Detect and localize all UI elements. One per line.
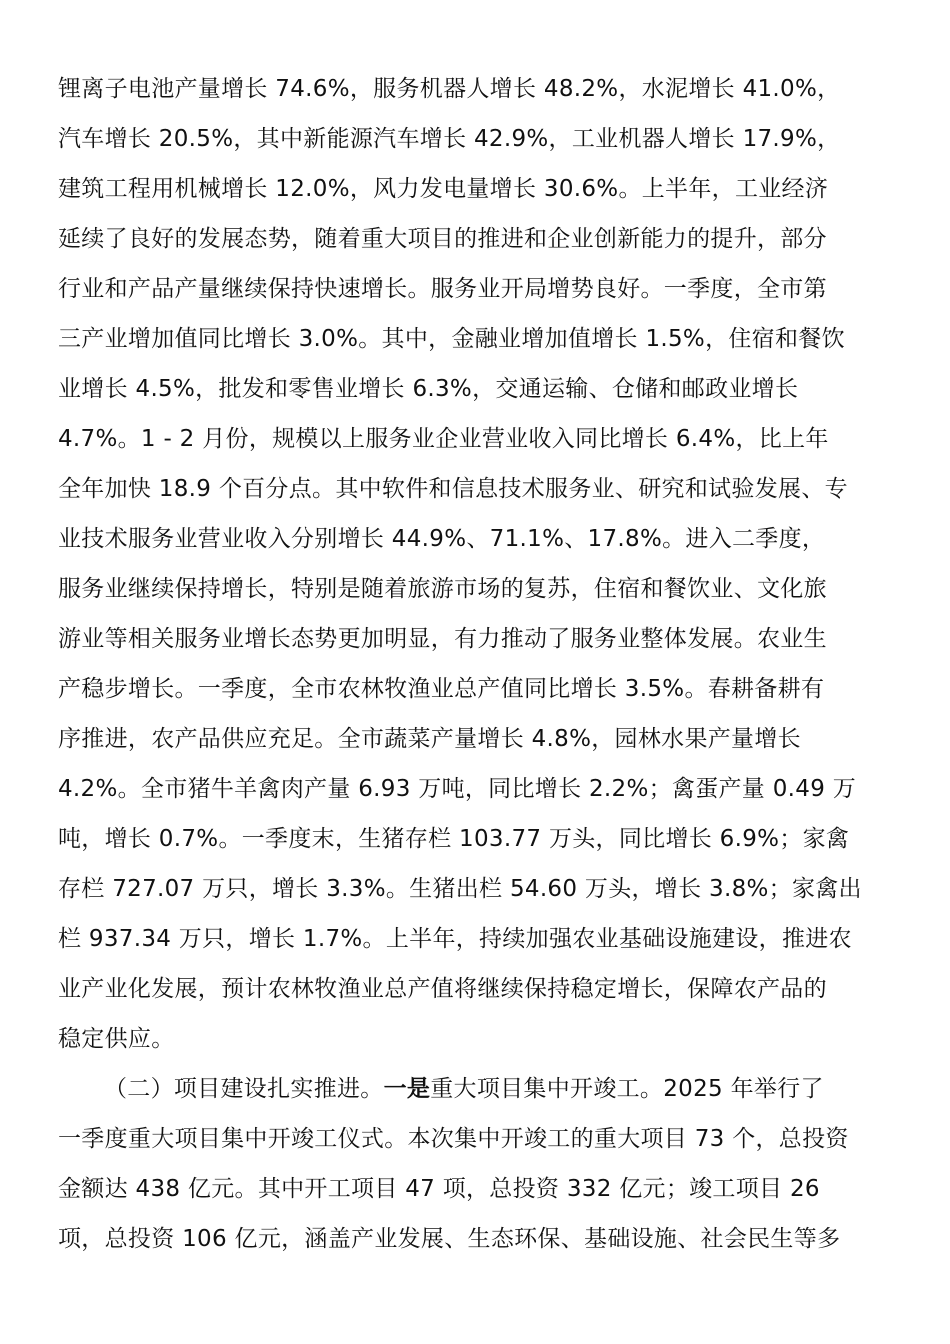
paragraph-line: 服务业继续保持增长，特别是随着旅游市场的复苏，住宿和餐饮业、文化旅 bbox=[58, 576, 827, 602]
paragraph-line: 游业等相关服务业增长态势更加明显，有力推动了服务业整体发展。农业生 bbox=[58, 626, 827, 652]
paragraph-line: 4.7%。1 - 2 月份，规模以上服务业企业营业收入同比增长 6.4%，比上年 bbox=[58, 426, 829, 452]
section-heading-line bbox=[104, 1074, 944, 1104]
paragraph-line: 栏 937.34 万只，增长 1.7%。上半年，持续加强农业基础设施建设，推进农 bbox=[58, 926, 852, 952]
paragraph-line: 行业和产品产量继续保持快速增长。服务业开局增势良好。一季度，全市第 bbox=[58, 276, 827, 302]
section-first-line-text: 重大项目集中开竣工。2025 年举行了 bbox=[430, 1076, 824, 1102]
paragraph-line: 序推进，农产品供应充足。全市蔬菜产量增长 4.8%，园林水果产量增长 bbox=[58, 726, 801, 752]
bold-lead: 一是 bbox=[383, 1076, 431, 1102]
paragraph-line: 稳定供应。 bbox=[58, 1026, 175, 1052]
paragraph-line: 一季度重大项目集中开竣工仪式。本次集中开竣工的重大项目 73 个，总投资 bbox=[58, 1126, 849, 1152]
paragraph-line: 三产业增加值同比增长 3.0%。其中，金融业增加值增长 1.5%，住宿和餐饮 bbox=[58, 326, 845, 352]
paragraph-line: 吨，增长 0.7%。一季度末，生猪存栏 103.77 万头，同比增长 6.9%；家禽 bbox=[58, 826, 850, 852]
paragraph-line: 业产业化发展，预计农林牧渔业总产值将继续保持稳定增长，保障农产品的 bbox=[58, 976, 827, 1002]
paragraph-line: 金额达 438 亿元。其中开工项目 47 项，总投资 332 亿元；竣工项目 26 bbox=[58, 1176, 820, 1202]
paragraph-line: 延续了良好的发展态势，随着重大项目的推进和企业创新能力的提升，部分 bbox=[58, 226, 827, 252]
paragraph-line: 锂离子电池产量增长 74.6%，服务机器人增长 48.2%，水泥增长 41.0%， bbox=[58, 76, 841, 102]
paragraph-line: 项，总投资 106 亿元，涵盖产业发展、生态环保、基础设施、社会民生等多 bbox=[58, 1226, 841, 1252]
paragraph-line: 汽车增长 20.5%，其中新能源汽车增长 42.9%，工业机器人增长 17.9%， bbox=[58, 126, 841, 152]
paragraph-line: 4.2%。全市猪牛羊禽肉产量 6.93 万吨，同比增长 2.2%；禽蛋产量 0.49 万 bbox=[58, 776, 857, 802]
paragraph-line: 全年加快 18.9 个百分点。其中软件和信息技术服务业、研究和试验发展、专 bbox=[58, 476, 848, 502]
paragraph-line: 产稳步增长。一季度，全市农林牧渔业总产值同比增长 3.5%。春耕备耕有 bbox=[58, 676, 825, 702]
paragraph-line: 建筑工程用机械增长 12.0%，风力发电量增长 30.6%。上半年，工业经济 bbox=[58, 176, 829, 202]
section-heading: （二）项目建设扎实推进。 bbox=[104, 1076, 384, 1102]
paragraph-line: 存栏 727.07 万只，增长 3.3%。生猪出栏 54.60 万头，增长 3.8%；家禽出 bbox=[58, 876, 862, 902]
paragraph-line: 业技术服务业营业收入分别增长 44.9%、71.1%、17.8%。进入二季度， bbox=[58, 526, 826, 552]
paragraph-line: 业增长 4.5%，批发和零售业增长 6.3%，交通运输、仓储和邮政业增长 bbox=[58, 376, 799, 402]
